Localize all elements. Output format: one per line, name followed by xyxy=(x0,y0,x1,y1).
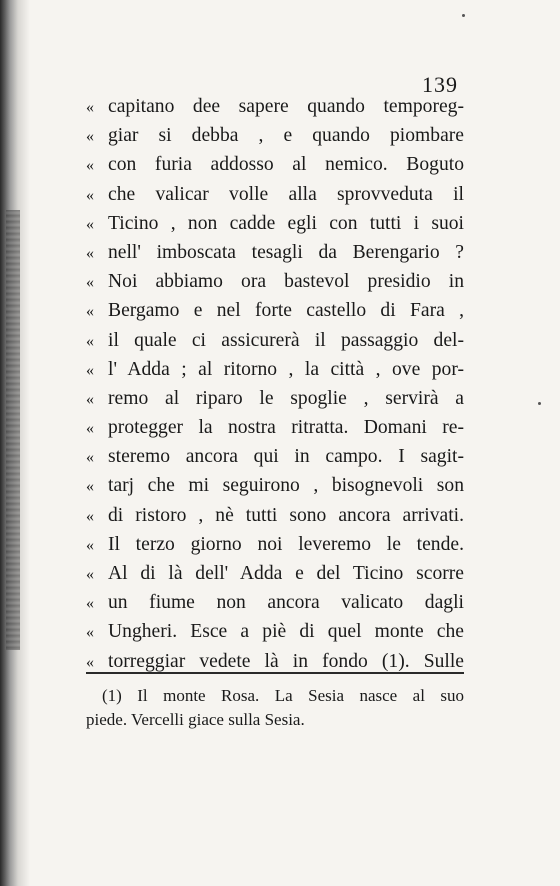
line-text: capitano dee sapere quando temporeg- xyxy=(108,96,464,117)
text-line xyxy=(86,442,464,471)
quote-mark: « xyxy=(86,303,94,321)
body-text xyxy=(86,92,464,676)
quote-mark: « xyxy=(86,595,94,613)
line-text: Ticino , non cadde egli con tutti i suoi xyxy=(108,212,464,234)
quote-mark: « xyxy=(86,449,94,467)
line-text: giar si debba , e quando piombare xyxy=(108,125,464,147)
quote-mark: « xyxy=(86,332,94,350)
text-line xyxy=(86,471,464,500)
quote-mark: « xyxy=(86,536,94,554)
line-text: di ristoro , nè tutti sono ancora arrivati. xyxy=(108,504,464,526)
quote-mark: « xyxy=(86,215,94,233)
footnote-line: piede. Vercelli giace sulla Sesia. xyxy=(86,710,305,729)
text-line xyxy=(86,617,464,646)
text-line xyxy=(86,92,464,121)
text-line xyxy=(86,559,464,588)
text-line xyxy=(86,209,464,238)
quote-mark: « xyxy=(86,420,94,438)
text-line xyxy=(86,588,464,617)
quote-mark: « xyxy=(86,128,94,146)
line-text: l' Adda ; al ritorno , la città , ove por- xyxy=(108,358,464,380)
line-text: un fiume non ancora valicato dagli xyxy=(108,592,464,614)
quote-mark: « xyxy=(86,244,94,262)
footnote-line: (1) Il monte Rosa. La Sesia nasce al suo xyxy=(102,686,464,705)
footnote xyxy=(86,684,464,732)
text-line xyxy=(86,150,464,179)
quote-mark: « xyxy=(86,157,94,175)
line-text: Bergamo e nel forte castello di Fara , xyxy=(108,300,464,322)
quote-mark: « xyxy=(86,186,94,204)
text-line xyxy=(86,180,464,209)
footnote-separator xyxy=(86,672,464,674)
quote-mark: « xyxy=(86,653,94,671)
line-text: Al di là dell' Adda e del Ticino scorre xyxy=(108,563,464,584)
line-text: Il terzo giorno noi leveremo le tende. xyxy=(108,533,464,555)
quote-mark: « xyxy=(86,478,94,496)
line-text: Ungheri. Esce a piè di quel monte che xyxy=(108,621,464,643)
scan-speck xyxy=(538,402,541,405)
quote-mark: « xyxy=(86,507,94,525)
line-text: Noi abbiamo ora bastevol presidio in xyxy=(108,271,464,293)
scan-speck xyxy=(462,14,465,17)
quote-mark: « xyxy=(86,274,94,292)
line-text: torreggiar vedete là in fondo (1). Sulle xyxy=(108,650,464,672)
line-text: nell' imboscata tesagli da Berengario ? xyxy=(108,241,464,263)
text-line xyxy=(86,501,464,530)
quote-mark: « xyxy=(86,99,94,116)
text-line xyxy=(86,530,464,559)
text-line xyxy=(86,296,464,325)
line-text: steremo ancora qui in campo. I sagit- xyxy=(108,446,464,468)
line-text: tarj che mi seguirono , bisognevoli son xyxy=(108,475,464,497)
line-text: il quale ci assicurerà il passaggio del- xyxy=(108,329,464,351)
text-line xyxy=(86,413,464,442)
text-line xyxy=(86,121,464,150)
text-line xyxy=(86,384,464,413)
line-text: remo al riparo le spoglie , servirà a xyxy=(108,387,464,409)
text-line xyxy=(86,355,464,384)
line-text: protegger la nostra ritratta. Domani re- xyxy=(108,417,464,439)
line-text: con furia addosso al nemico. Boguto xyxy=(108,154,464,176)
page-number: 139 xyxy=(422,72,458,97)
text-line xyxy=(86,326,464,355)
quote-mark: « xyxy=(86,390,94,408)
quote-mark: « xyxy=(86,624,94,642)
text-line xyxy=(86,267,464,296)
text-line xyxy=(86,238,464,267)
line-text: che valicar volle alla sprovveduta il xyxy=(108,183,464,205)
quote-mark: « xyxy=(86,361,94,379)
quote-mark: « xyxy=(86,566,94,583)
binding-edge xyxy=(6,210,20,650)
